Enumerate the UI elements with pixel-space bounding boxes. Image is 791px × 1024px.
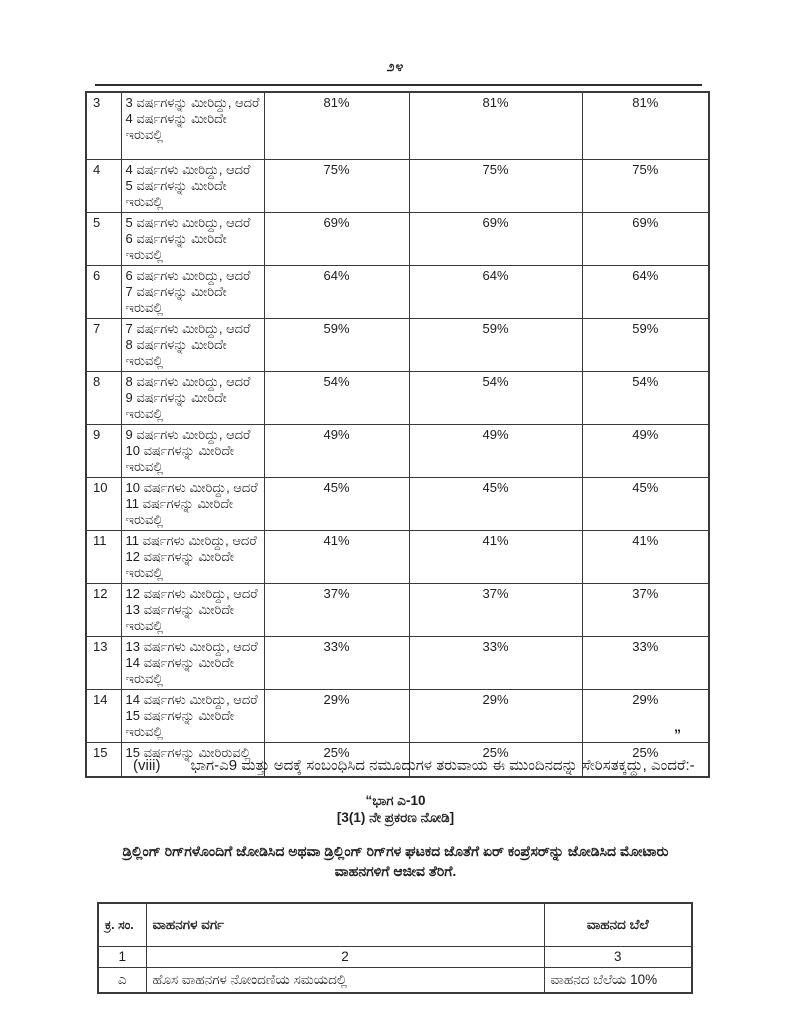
- rate-percent-col3: 69%: [264, 213, 409, 266]
- header-rule: [95, 84, 702, 86]
- rate-percent-col3: 37%: [264, 584, 409, 637]
- clause-text: ಭಾಗ-ಎ9 ಮತ್ತು ಅದಕ್ಕೆ ಸಂಬಂಧಿಸಿದ ನಮೂದುಗಳ ತರುವಾಯ ಈ ಮುಂದಿನದನ್ನು ಸೇರಿಸತಕ್ಕದ್ದು, ಎಂದರೆ:-: [190, 757, 695, 774]
- rate-percent-col3: 33%: [264, 637, 409, 690]
- row-serial: 5: [86, 213, 121, 266]
- row-serial: 14: [86, 690, 121, 743]
- table-row: [86, 637, 709, 690]
- row-serial: ಎ: [98, 968, 146, 994]
- row-description: 13 ವರ್ಷಗಳು ಮೀರಿದ್ದು, ಆದರೆ 14 ವರ್ಷಗಳನ್ನು ಮೀರಿದೇ ಇರುವಲ್ಲಿ: [121, 637, 264, 690]
- row-serial: 10: [86, 478, 121, 531]
- row-serial: 3: [86, 92, 121, 160]
- rate-percent-col4: 59%: [409, 319, 582, 372]
- table-row: [86, 319, 709, 372]
- table-row: [86, 425, 709, 478]
- rate-percent-col4: 33%: [409, 637, 582, 690]
- column-number-2: 2: [146, 947, 544, 968]
- rate-percent-col3: 41%: [264, 531, 409, 584]
- row-description: 14 ವರ್ಷಗಳು ಮೀರಿದ್ದು, ಆದರೆ 15 ವರ್ಷಗಳನ್ನು ಮೀರಿದೇ ಇರುವಲ್ಲಿ: [121, 690, 264, 743]
- rate-percent-col5: 37%: [582, 584, 709, 637]
- vehicle-value-tax-table: [97, 902, 693, 994]
- rate-percent-col5: 64%: [582, 266, 709, 319]
- rate-percent-col5: 25%: [582, 743, 709, 778]
- rate-percent-col5: 45%: [582, 478, 709, 531]
- column-number-1: 1: [98, 947, 146, 968]
- row-description: 10 ವರ್ಷಗಳು ಮೀರಿದ್ದು, ಆದರೆ 11 ವರ್ಷಗಳನ್ನು ಮೀರಿದೇ ಇರುವಲ್ಲಿ: [121, 478, 264, 531]
- vehicle-table-body: [98, 903, 692, 993]
- rate-percent-col3: 45%: [264, 478, 409, 531]
- rate-percent-col4: 45%: [409, 478, 582, 531]
- column-number-3: 3: [544, 947, 692, 968]
- rate-percent-col3: 29%: [264, 690, 409, 743]
- row-serial: 8: [86, 372, 121, 425]
- table-row: [86, 531, 709, 584]
- closing-quote-mark: ”: [674, 726, 681, 742]
- part-a10-heading: “ಭಾಗ ಎ-10: [365, 793, 426, 808]
- table-row: [86, 160, 709, 213]
- rate-percent-col4: 81%: [409, 92, 582, 160]
- rate-percent-col4: 69%: [409, 213, 582, 266]
- rate-percent-col5: 29%: [582, 690, 709, 743]
- row-vehicle-class: ಹೊಸ ವಾಹನಗಳ ನೋಂದಣಿಯ ಸಮಯದಲ್ಲಿ: [146, 968, 544, 994]
- rate-percent-col3: 75%: [264, 160, 409, 213]
- rate-percent-col3: 81%: [264, 92, 409, 160]
- row-description: 8 ವರ್ಷಗಳು ಮೀರಿದ್ದು, ಆದರೆ 9 ವರ್ಷಗಳನ್ನು ಮೀರಿದೇ ಇರುವಲ್ಲಿ: [121, 372, 264, 425]
- table-row: [86, 478, 709, 531]
- row-description: 5 ವರ್ಷಗಳು ಮೀರಿದ್ದು, ಆದರೆ 6 ವರ್ಷಗಳನ್ನು ಮೀರಿದೇ ಇರುವಲ್ಲಿ: [121, 213, 264, 266]
- row-description: 15 ವರ್ಷಗಳನ್ನು ಮೀರಿರುವಲ್ಲಿ: [121, 743, 264, 778]
- row-description: 11 ವರ್ಷಗಳು ಮೀರಿದ್ದು, ಆದರೆ 12 ವರ್ಷಗಳನ್ನು ಮೀರಿದೇ ಇರುವಲ್ಲಿ: [121, 531, 264, 584]
- section-reference: [3(1) ನೇ ಪ್ರಕರಣ ನೋಡಿ]: [336, 810, 455, 825]
- table-row: [86, 584, 709, 637]
- rate-percent-col4: 37%: [409, 584, 582, 637]
- row-description: 7 ವರ್ಷಗಳು ಮೀರಿದ್ದು, ಆದರೆ 8 ವರ್ಷಗಳನ್ನು ಮೀರಿದೇ ಇರುವಲ್ಲಿ: [121, 319, 264, 372]
- rate-percent-col5: 54%: [582, 372, 709, 425]
- row-vehicle-value: ವಾಹನದ ಬೆಲೆಯ 10%: [544, 968, 692, 994]
- age-depreciation-rate-table: [85, 91, 710, 778]
- table-row: [86, 372, 709, 425]
- rate-table-body: [86, 92, 709, 777]
- rate-percent-col4: 29%: [409, 690, 582, 743]
- row-serial: 11: [86, 531, 121, 584]
- rate-percent-col4: 75%: [409, 160, 582, 213]
- table-row: [98, 968, 692, 994]
- vehicle-table-header-row: [98, 903, 692, 947]
- header-vehicle-value: ವಾಹನದ ಬೆಲೆ: [544, 903, 692, 947]
- row-serial: 7: [86, 319, 121, 372]
- rate-percent-col5: 41%: [582, 531, 709, 584]
- row-serial: 12: [86, 584, 121, 637]
- table-row: [86, 213, 709, 266]
- rate-percent-col4: 41%: [409, 531, 582, 584]
- rate-percent-col5: 33%: [582, 637, 709, 690]
- row-description: 12 ವರ್ಷಗಳು ಮೀರಿದ್ದು, ಆದರೆ 13 ವರ್ಷಗಳನ್ನು ಮೀರಿದೇ ಇರುವಲ್ಲಿ: [121, 584, 264, 637]
- row-serial: 4: [86, 160, 121, 213]
- row-description: 3 ವರ್ಷಗಳನ್ನು ಮೀರಿದ್ದು, ಆದರೆ 4 ವರ್ಷಗಳನ್ನು ಮೀರಿದೇ ಇರುವಲ್ಲಿ: [121, 92, 264, 160]
- rate-percent-col4: 64%: [409, 266, 582, 319]
- rate-percent-col3: 49%: [264, 425, 409, 478]
- rate-percent-col3: 64%: [264, 266, 409, 319]
- row-description: 6 ವರ್ಷಗಳು ಮೀರಿದ್ದು, ಆದರೆ 7 ವರ್ಷಗಳನ್ನು ಮೀರಿದೇ ಇರುವಲ್ಲಿ: [121, 266, 264, 319]
- rate-percent-col3: 59%: [264, 319, 409, 372]
- rate-percent-col5: 75%: [582, 160, 709, 213]
- row-serial: 13: [86, 637, 121, 690]
- row-description: 4 ವರ್ಷಗಳು ಮೀರಿದ್ದು, ಆದರೆ 5 ವರ್ಷಗಳನ್ನು ಮೀರಿದೇ ಇರುವಲ್ಲಿ: [121, 160, 264, 213]
- table-row: [86, 690, 709, 743]
- column-number-row: [98, 947, 692, 968]
- amendment-clause-viii: [88, 755, 702, 777]
- row-description: 9 ವರ್ಷಗಳು ಮೀರಿದ್ದು, ಆದರೆ 10 ವರ್ಷಗಳನ್ನು ಮೀರಿದೇ ಇರುವಲ್ಲಿ: [121, 425, 264, 478]
- page-number: ೨೪: [386, 58, 405, 74]
- rate-percent-col5: 49%: [582, 425, 709, 478]
- header-serial: ಕ್ರ. ಸಂ.: [98, 903, 146, 947]
- rate-percent-col3: 54%: [264, 372, 409, 425]
- rate-percent-col5: 69%: [582, 213, 709, 266]
- rate-percent-col4: 25%: [409, 743, 582, 778]
- clause-number: (viii): [133, 757, 161, 774]
- table-row: [86, 266, 709, 319]
- header-vehicle-class: ವಾಹನಗಳ ವರ್ಗ: [146, 903, 544, 947]
- row-serial: 15: [86, 743, 121, 778]
- row-serial: 9: [86, 425, 121, 478]
- table-row: [86, 92, 709, 160]
- row-serial: 6: [86, 266, 121, 319]
- rate-percent-col5: 81%: [582, 92, 709, 160]
- lifetime-tax-statement: ಡ್ರಿಲ್ಲಿಂಗ್ ರಿಗ್‌ಗಳೊಂದಿಗೆ ಜೋಡಿಸಿದ ಅಥವಾ ಡ್ರಿಲ್ಲಿಂಗ್ ರಿಗ್‌ಗಳ ಘಟಕದ ಜೊತೆಗೆ ಏರ್ ಕಂಪ್ರೆಸರ್‌ನ್ನು ಜೋಡಿಸಿದ ಮೋಟಾರು ವಾಹನಗಳಿಗೆ ಆಜೀವ ತೆರಿಗೆ.: [122, 843, 669, 879]
- rate-percent-col3: 25%: [264, 743, 409, 778]
- rate-percent-col4: 49%: [409, 425, 582, 478]
- rate-percent-col4: 54%: [409, 372, 582, 425]
- rate-percent-col5: 59%: [582, 319, 709, 372]
